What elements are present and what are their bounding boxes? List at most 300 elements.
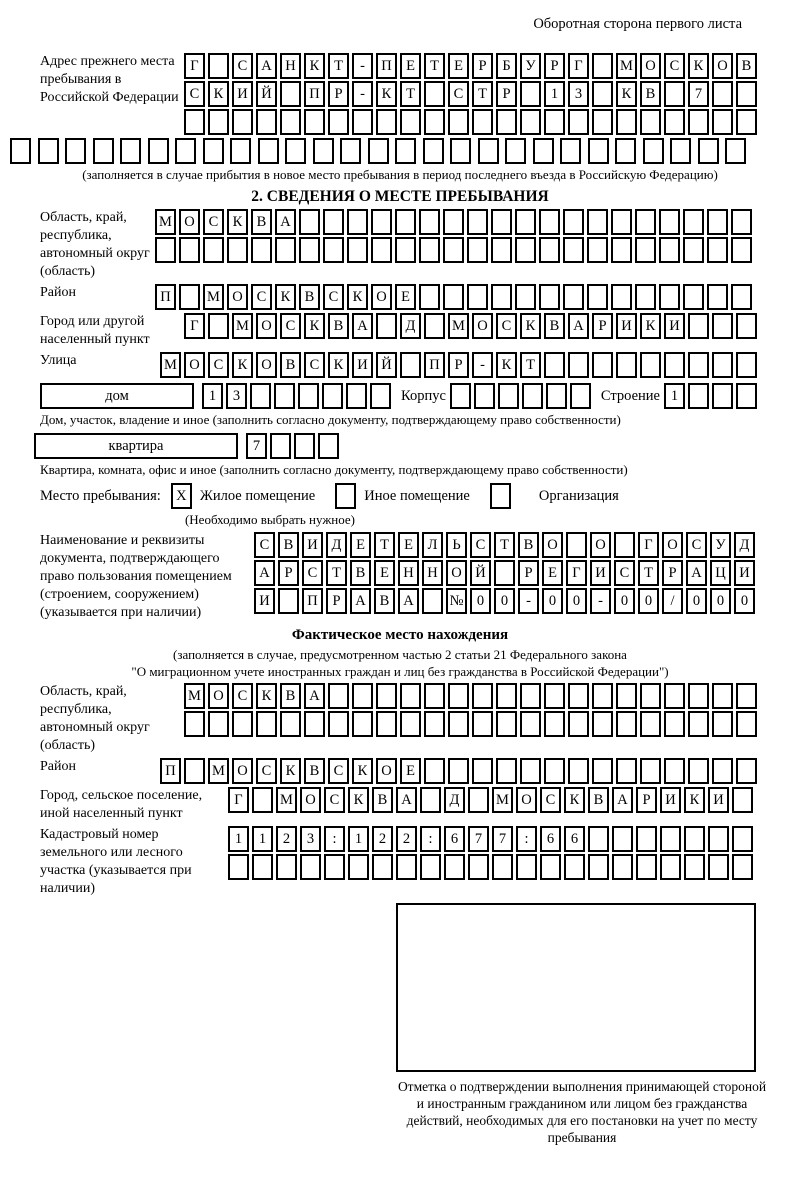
- char-cell: [370, 383, 391, 409]
- apartment-row: [34, 433, 790, 459]
- char-cell: М: [448, 313, 469, 339]
- char-cell: [520, 683, 541, 709]
- char-cell: Т: [326, 560, 347, 586]
- char-cell: [492, 854, 513, 880]
- char-cell: Р: [592, 313, 613, 339]
- char-cell: [450, 383, 471, 409]
- char-cell: Т: [638, 560, 659, 586]
- char-cell: [712, 758, 733, 784]
- char-cell: [563, 209, 584, 235]
- char-cell: [640, 758, 661, 784]
- building-cells: [664, 383, 757, 409]
- document-line-2: [254, 560, 755, 586]
- char-cell: [568, 109, 589, 135]
- char-cell: Й: [470, 560, 491, 586]
- char-cell: 1: [348, 826, 369, 852]
- char-cell: :: [324, 826, 345, 852]
- char-cell: [420, 787, 441, 813]
- region-line-2: [155, 237, 752, 263]
- char-cell: [352, 109, 373, 135]
- char-cell: [208, 109, 229, 135]
- char-cell: [400, 711, 421, 737]
- char-cell: [592, 53, 613, 79]
- prev-address-line-2: [184, 81, 757, 107]
- char-cell: О: [516, 787, 537, 813]
- char-cell: С: [304, 352, 325, 378]
- char-cell: А: [350, 588, 371, 614]
- cadastre-line-2: [228, 854, 753, 880]
- char-cell: С: [302, 560, 323, 586]
- char-cell: [708, 854, 729, 880]
- char-cell: [496, 683, 517, 709]
- char-cell: [568, 352, 589, 378]
- char-cell: [736, 313, 757, 339]
- char-cell: С: [203, 209, 224, 235]
- char-cell: [93, 138, 114, 164]
- char-cell: [544, 352, 565, 378]
- char-cell: [472, 711, 493, 737]
- char-cell: [522, 383, 543, 409]
- char-cell: В: [280, 683, 301, 709]
- char-cell: [664, 352, 685, 378]
- char-cell: [347, 237, 368, 263]
- char-cell: [539, 209, 560, 235]
- char-cell: [587, 209, 608, 235]
- char-cell: 1: [252, 826, 273, 852]
- char-cell: 0: [614, 588, 635, 614]
- char-cell: -: [590, 588, 611, 614]
- char-cell: [731, 284, 752, 310]
- char-cell: У: [710, 532, 731, 558]
- char-cell: [208, 53, 229, 79]
- char-cell: Д: [400, 313, 421, 339]
- char-cell: [275, 237, 296, 263]
- char-cell: [708, 826, 729, 852]
- city-block: [10, 313, 790, 349]
- char-cell: С: [280, 313, 301, 339]
- char-cell: [540, 854, 561, 880]
- char-cell: [274, 383, 295, 409]
- char-cell: 6: [540, 826, 561, 852]
- char-cell: [400, 683, 421, 709]
- char-cell: [592, 758, 613, 784]
- char-cell: П: [302, 588, 323, 614]
- stamp-box: [396, 903, 756, 1072]
- char-cell: И: [660, 787, 681, 813]
- page-side-note: Оборотная сторона первого листа: [533, 16, 742, 32]
- cadastre-line-1: [228, 826, 753, 852]
- char-cell: [232, 109, 253, 135]
- char-cell: Е: [400, 53, 421, 79]
- char-cell: [688, 758, 709, 784]
- char-cell: Р: [448, 352, 469, 378]
- char-cell: В: [736, 53, 757, 79]
- char-cell: Г: [184, 53, 205, 79]
- region-line-1: [155, 209, 752, 235]
- char-cell: О: [371, 284, 392, 310]
- char-cell: Е: [374, 560, 395, 586]
- char-cell: [732, 854, 753, 880]
- actual-city-cells: [228, 787, 753, 813]
- char-cell: [318, 433, 339, 459]
- char-cell: [347, 209, 368, 235]
- char-cell: С: [256, 758, 277, 784]
- char-cell: [732, 787, 753, 813]
- char-cell: К: [376, 81, 397, 107]
- char-cell: [250, 383, 271, 409]
- actual-district-label: Район: [40, 759, 76, 774]
- char-cell: [568, 683, 589, 709]
- char-cell: [731, 209, 752, 235]
- char-cell: [448, 711, 469, 737]
- char-cell: [348, 854, 369, 880]
- char-cell: [184, 711, 205, 737]
- char-cell: 1: [228, 826, 249, 852]
- cadastre-label: Кадастровый номер земельного или лесного участка (указывается при наличии): [40, 827, 192, 896]
- char-cell: И: [616, 313, 637, 339]
- char-cell: [643, 138, 664, 164]
- char-cell: Й: [256, 81, 277, 107]
- char-cell: П: [304, 81, 325, 107]
- house-note: Дом, участок, владение и иное (заполнить согласно документу, подтверждающему право собственности): [40, 412, 621, 427]
- char-cell: [155, 237, 176, 263]
- char-cell: [516, 854, 537, 880]
- char-cell: Е: [398, 532, 419, 558]
- char-cell: М: [203, 284, 224, 310]
- char-cell: 1: [544, 81, 565, 107]
- stay-type-option-residential: Жилое помещение: [199, 488, 316, 504]
- char-cell: [65, 138, 86, 164]
- char-cell: [659, 237, 680, 263]
- char-cell: [736, 383, 757, 409]
- char-cell: [515, 209, 536, 235]
- char-cell: [707, 237, 728, 263]
- char-cell: [560, 138, 581, 164]
- char-cell: [472, 758, 493, 784]
- char-cell: [588, 138, 609, 164]
- char-cell: 0: [470, 588, 491, 614]
- char-cell: 2: [276, 826, 297, 852]
- char-cell: Т: [400, 81, 421, 107]
- prev-address-note: (заполняется в случае прибытия в новое место пребывания в период последнего въезда в Российскую Федерацию): [82, 167, 718, 182]
- char-cell: С: [686, 532, 707, 558]
- char-cell: [736, 711, 757, 737]
- char-cell: [443, 237, 464, 263]
- actual-region-block: [10, 683, 790, 755]
- char-cell: 6: [564, 826, 585, 852]
- char-cell: [450, 138, 471, 164]
- char-cell: [611, 237, 632, 263]
- char-cell: [592, 352, 613, 378]
- char-cell: В: [299, 284, 320, 310]
- char-cell: [688, 352, 709, 378]
- char-cell: [688, 109, 709, 135]
- char-cell: 2: [396, 826, 417, 852]
- char-cell: Р: [328, 81, 349, 107]
- char-cell: [612, 854, 633, 880]
- char-cell: [732, 826, 753, 852]
- char-cell: К: [304, 313, 325, 339]
- char-cell: Е: [448, 53, 469, 79]
- char-cell: 0: [542, 588, 563, 614]
- char-cell: К: [232, 352, 253, 378]
- stay-type-checkbox-other: [335, 483, 356, 509]
- char-cell: [683, 284, 704, 310]
- char-cell: [467, 237, 488, 263]
- block-cells: [450, 383, 591, 409]
- char-cell: [371, 209, 392, 235]
- char-cell: К: [347, 284, 368, 310]
- char-cell: [419, 209, 440, 235]
- region-label: Область, край, республика, автономный округ (область): [40, 210, 150, 279]
- char-cell: [376, 683, 397, 709]
- char-cell: [278, 588, 299, 614]
- char-cell: С: [328, 758, 349, 784]
- char-cell: С: [496, 313, 517, 339]
- char-cell: [592, 711, 613, 737]
- char-cell: [184, 758, 205, 784]
- char-cell: С: [184, 81, 205, 107]
- char-cell: [712, 383, 733, 409]
- char-cell: Р: [636, 787, 657, 813]
- char-cell: А: [612, 787, 633, 813]
- char-cell: [712, 711, 733, 737]
- char-cell: 3: [226, 383, 247, 409]
- char-cell: [443, 209, 464, 235]
- actual-region-label: Область, край, республика, автономный округ (область): [40, 684, 150, 753]
- char-cell: Р: [662, 560, 683, 586]
- char-cell: К: [564, 787, 585, 813]
- char-cell: [683, 209, 704, 235]
- char-cell: Р: [326, 588, 347, 614]
- char-cell: В: [278, 532, 299, 558]
- char-cell: [256, 109, 277, 135]
- char-cell: О: [184, 352, 205, 378]
- char-cell: 0: [710, 588, 731, 614]
- char-cell: [232, 711, 253, 737]
- char-cell: [664, 683, 685, 709]
- char-cell: [664, 109, 685, 135]
- prev-address-line-3: [184, 109, 757, 135]
- char-cell: Ц: [710, 560, 731, 586]
- char-cell: А: [256, 53, 277, 79]
- char-cell: -: [352, 53, 373, 79]
- char-cell: Г: [566, 560, 587, 586]
- char-cell: [664, 758, 685, 784]
- char-cell: А: [304, 683, 325, 709]
- actual-location-note-2: "О миграционном учете иностранных граждан и лиц без гражданства в Российской Федерации"): [131, 664, 669, 679]
- char-cell: Н: [422, 560, 443, 586]
- char-cell: К: [227, 209, 248, 235]
- actual-location-note-1: (заполняется в случае, предусмотренном частью 2 статьи 21 Федерального закона: [173, 647, 627, 662]
- char-cell: [539, 284, 560, 310]
- char-cell: [424, 711, 445, 737]
- char-cell: К: [640, 313, 661, 339]
- char-cell: [300, 854, 321, 880]
- char-cell: [270, 433, 291, 459]
- char-cell: Т: [494, 532, 515, 558]
- char-cell: [592, 81, 613, 107]
- char-cell: [640, 711, 661, 737]
- char-cell: П: [160, 758, 181, 784]
- char-cell: [664, 81, 685, 107]
- char-cell: [148, 138, 169, 164]
- char-cell: 2: [372, 826, 393, 852]
- char-cell: И: [590, 560, 611, 586]
- char-cell: [736, 758, 757, 784]
- char-cell: Б: [496, 53, 517, 79]
- char-cell: [546, 383, 567, 409]
- char-cell: Д: [734, 532, 755, 558]
- char-cell: [566, 532, 587, 558]
- char-cell: А: [254, 560, 275, 586]
- char-cell: П: [424, 352, 445, 378]
- char-cell: [474, 383, 495, 409]
- cadastre-block: [10, 826, 790, 898]
- char-cell: [38, 138, 59, 164]
- char-cell: [616, 758, 637, 784]
- char-cell: В: [280, 352, 301, 378]
- char-cell: [544, 758, 565, 784]
- stay-type-checkbox-organization: [490, 483, 511, 509]
- char-cell: [640, 352, 661, 378]
- char-cell: [616, 109, 637, 135]
- char-cell: 0: [566, 588, 587, 614]
- street-cells: [160, 352, 757, 378]
- char-cell: [635, 237, 656, 263]
- char-cell: [611, 209, 632, 235]
- char-cell: [395, 209, 416, 235]
- char-cell: [419, 237, 440, 263]
- char-cell: [467, 209, 488, 235]
- char-cell: 0: [494, 588, 515, 614]
- char-cell: [323, 209, 344, 235]
- char-cell: [636, 826, 657, 852]
- char-cell: [424, 109, 445, 135]
- char-cell: О: [208, 683, 229, 709]
- char-cell: 3: [568, 81, 589, 107]
- char-cell: Р: [518, 560, 539, 586]
- char-cell: [712, 313, 733, 339]
- prev-address-line-1: [184, 53, 757, 79]
- char-cell: [660, 854, 681, 880]
- char-cell: [664, 711, 685, 737]
- char-cell: Т: [374, 532, 395, 558]
- char-cell: Д: [444, 787, 465, 813]
- stamp-caption: Отметка о подтверждении выполнения принимающей стороной и иностранным гражданином или лицом без гражданства действий, необходимых для его постановки на учет по месту пребывания: [397, 1079, 767, 1145]
- char-cell: О: [256, 352, 277, 378]
- char-cell: И: [664, 313, 685, 339]
- char-cell: [544, 109, 565, 135]
- char-cell: В: [350, 560, 371, 586]
- char-cell: [472, 683, 493, 709]
- char-cell: Е: [400, 758, 421, 784]
- char-cell: [179, 284, 200, 310]
- char-cell: [448, 758, 469, 784]
- char-cell: [712, 683, 733, 709]
- char-cell: [227, 237, 248, 263]
- char-cell: В: [304, 758, 325, 784]
- char-cell: С: [232, 53, 253, 79]
- char-cell: [294, 433, 315, 459]
- char-cell: О: [590, 532, 611, 558]
- char-cell: И: [708, 787, 729, 813]
- char-cell: [298, 383, 319, 409]
- char-cell: И: [232, 81, 253, 107]
- char-cell: [712, 352, 733, 378]
- char-cell: [322, 383, 343, 409]
- char-cell: [636, 854, 657, 880]
- char-cell: Т: [328, 53, 349, 79]
- document-block: [10, 532, 790, 622]
- char-cell: [707, 284, 728, 310]
- char-cell: [688, 383, 709, 409]
- char-cell: [448, 683, 469, 709]
- char-cell: [568, 758, 589, 784]
- char-cell: [659, 284, 680, 310]
- document-label: Наименование и реквизиты документа, подтверждающего право пользования помещением (строением, сооружением) (указывается при наличии): [40, 533, 232, 620]
- char-cell: [564, 854, 585, 880]
- char-cell: К: [304, 53, 325, 79]
- char-cell: [520, 81, 541, 107]
- char-cell: [736, 683, 757, 709]
- char-cell: А: [398, 588, 419, 614]
- char-cell: [491, 237, 512, 263]
- char-cell: И: [254, 588, 275, 614]
- char-cell: [120, 138, 141, 164]
- char-cell: О: [662, 532, 683, 558]
- char-cell: [588, 826, 609, 852]
- char-cell: [563, 237, 584, 263]
- char-cell: М: [184, 683, 205, 709]
- char-cell: [592, 109, 613, 135]
- char-cell: [491, 209, 512, 235]
- char-cell: [683, 237, 704, 263]
- char-cell: [208, 711, 229, 737]
- char-cell: [285, 138, 306, 164]
- char-cell: [422, 588, 443, 614]
- street-label: Улица: [40, 353, 77, 368]
- char-cell: С: [232, 683, 253, 709]
- char-cell: М: [492, 787, 513, 813]
- char-cell: К: [275, 284, 296, 310]
- char-cell: 7: [468, 826, 489, 852]
- char-cell: О: [376, 758, 397, 784]
- char-cell: [252, 854, 273, 880]
- char-cell: К: [688, 53, 709, 79]
- char-cell: :: [516, 826, 537, 852]
- char-cell: [208, 313, 229, 339]
- char-cell: [544, 683, 565, 709]
- char-cell: Ь: [446, 532, 467, 558]
- char-cell: Р: [278, 560, 299, 586]
- char-cell: [712, 81, 733, 107]
- district-block: [10, 284, 790, 310]
- char-cell: [707, 209, 728, 235]
- actual-region-line-2: [184, 711, 757, 737]
- char-cell: Й: [376, 352, 397, 378]
- char-cell: В: [372, 787, 393, 813]
- char-cell: О: [232, 758, 253, 784]
- char-cell: Т: [424, 53, 445, 79]
- char-cell: Е: [395, 284, 416, 310]
- section2-title: 2. СВЕДЕНИЯ О МЕСТЕ ПРЕБЫВАНИЯ: [251, 188, 549, 205]
- char-cell: [568, 711, 589, 737]
- char-cell: [505, 138, 526, 164]
- char-cell: Р: [496, 81, 517, 107]
- char-cell: О: [542, 532, 563, 558]
- char-cell: [372, 854, 393, 880]
